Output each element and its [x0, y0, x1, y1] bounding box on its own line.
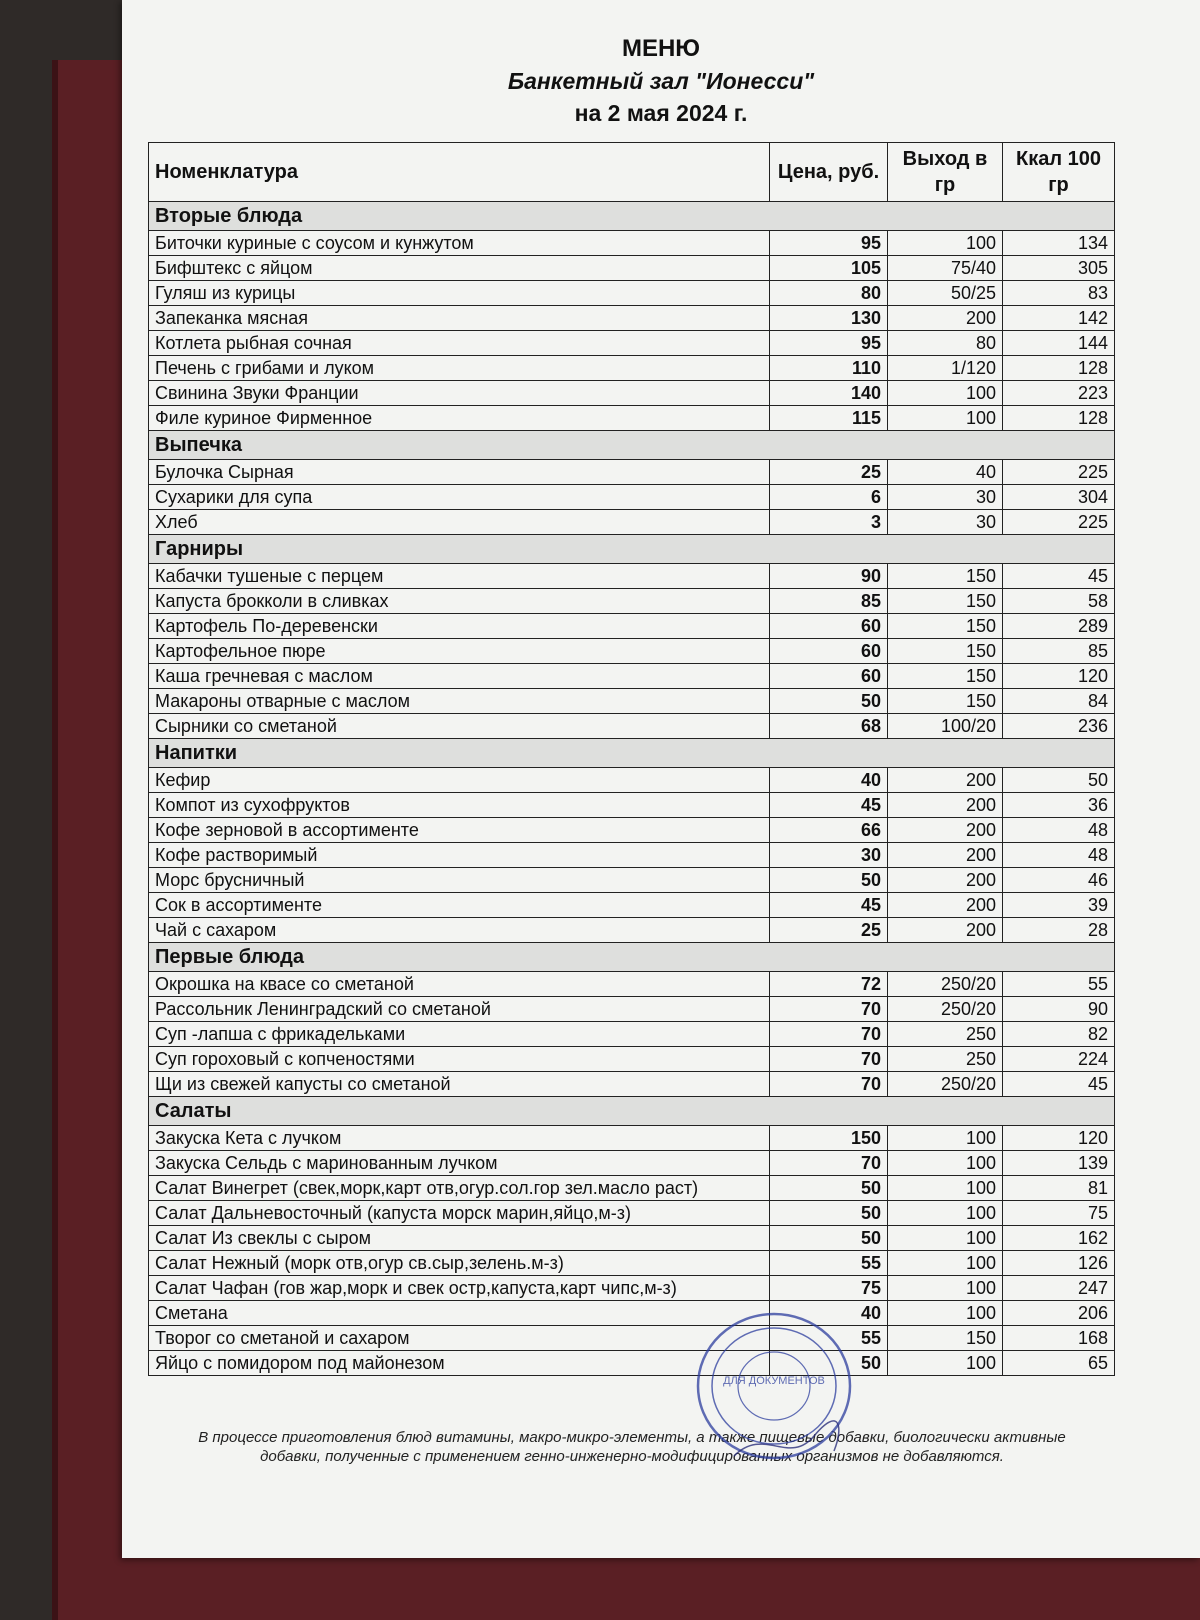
col-header-kcal: Ккал 100 гр — [1003, 143, 1115, 202]
item-name: Салат Винегрет (свек,морк,карт отв,огур.сол.гор зел.масло раст) — [149, 1176, 770, 1201]
item-kcal: 36 — [1003, 793, 1115, 818]
item-name: Салат Из свеклы с сыром — [149, 1226, 770, 1251]
menu-item-row — [149, 1151, 1115, 1176]
item-kcal: 65 — [1003, 1351, 1115, 1376]
item-weight: 200 — [888, 818, 1003, 843]
item-name: Филе куриное Фирменное — [149, 406, 770, 431]
item-name: Суп гороховый с копченостями — [149, 1047, 770, 1072]
item-price: 25 — [770, 918, 888, 943]
item-price: 50 — [770, 1201, 888, 1226]
item-weight: 200 — [888, 306, 1003, 331]
menu-item-row — [149, 1301, 1115, 1326]
item-price: 66 — [770, 818, 888, 843]
menu-item-row — [149, 460, 1115, 485]
item-weight: 100 — [888, 1126, 1003, 1151]
item-weight: 150 — [888, 689, 1003, 714]
category-title: Выпечка — [149, 431, 1115, 460]
item-price: 130 — [770, 306, 888, 331]
menu-table — [148, 142, 1115, 1376]
category-title: Салаты — [149, 1097, 1115, 1126]
table-header-row — [149, 143, 1115, 202]
stamp-text: ДЛЯ ДОКУМЕНТОВ — [723, 1375, 825, 1387]
item-price: 110 — [770, 356, 888, 381]
item-weight: 40 — [888, 460, 1003, 485]
item-kcal: 225 — [1003, 460, 1115, 485]
menu-item-row — [149, 1176, 1115, 1201]
menu-item-row — [149, 356, 1115, 381]
item-kcal: 304 — [1003, 485, 1115, 510]
menu-item-row — [149, 1022, 1115, 1047]
menu-item-row — [149, 306, 1115, 331]
item-weight: 100 — [888, 1226, 1003, 1251]
item-price: 70 — [770, 1047, 888, 1072]
item-price: 50 — [770, 1176, 888, 1201]
item-kcal: 48 — [1003, 843, 1115, 868]
menu-item-row — [149, 689, 1115, 714]
category-title: Напитки — [149, 739, 1115, 768]
item-name: Бифштекс с яйцом — [149, 256, 770, 281]
item-name: Картофель По-деревенски — [149, 614, 770, 639]
category-row — [149, 535, 1115, 564]
menu-item-row — [149, 997, 1115, 1022]
menu-item-row — [149, 714, 1115, 739]
item-name: Макароны отварные с маслом — [149, 689, 770, 714]
item-price: 68 — [770, 714, 888, 739]
item-name: Суп -лапша с фрикадельками — [149, 1022, 770, 1047]
item-price: 6 — [770, 485, 888, 510]
item-kcal: 206 — [1003, 1301, 1115, 1326]
item-name: Каша гречневая с маслом — [149, 664, 770, 689]
item-name: Закуска Сельдь с маринованным лучком — [149, 1151, 770, 1176]
menu-item-row — [149, 1351, 1115, 1376]
item-price: 70 — [770, 1151, 888, 1176]
item-name: Гуляш из курицы — [149, 281, 770, 306]
item-weight: 100 — [888, 381, 1003, 406]
item-weight: 100 — [888, 1251, 1003, 1276]
item-weight: 100 — [888, 1301, 1003, 1326]
menu-item-row — [149, 1326, 1115, 1351]
item-price: 105 — [770, 256, 888, 281]
item-kcal: 84 — [1003, 689, 1115, 714]
item-weight: 250/20 — [888, 972, 1003, 997]
item-price: 40 — [770, 1301, 888, 1326]
item-price: 85 — [770, 589, 888, 614]
item-price: 95 — [770, 331, 888, 356]
item-kcal: 225 — [1003, 510, 1115, 535]
item-kcal: 305 — [1003, 256, 1115, 281]
item-kcal: 28 — [1003, 918, 1115, 943]
category-row — [149, 1097, 1115, 1126]
item-kcal: 90 — [1003, 997, 1115, 1022]
item-weight: 150 — [888, 639, 1003, 664]
item-price: 115 — [770, 406, 888, 431]
item-kcal: 128 — [1003, 406, 1115, 431]
item-name: Чай с сахаром — [149, 918, 770, 943]
menu-item-row — [149, 1072, 1115, 1097]
item-kcal: 144 — [1003, 331, 1115, 356]
item-name: Морс брусничный — [149, 868, 770, 893]
item-price: 55 — [770, 1326, 888, 1351]
item-price: 70 — [770, 1022, 888, 1047]
col-header-price: Цена, руб. — [770, 143, 888, 202]
item-weight: 250/20 — [888, 997, 1003, 1022]
item-price: 72 — [770, 972, 888, 997]
venue-name: Банкетный зал "Ионесси" — [507, 68, 815, 94]
item-kcal: 168 — [1003, 1326, 1115, 1351]
item-weight: 100 — [888, 231, 1003, 256]
menu-item-row — [149, 1201, 1115, 1226]
item-kcal: 46 — [1003, 868, 1115, 893]
item-name: Капуста брокколи в сливках — [149, 589, 770, 614]
menu-item-row — [149, 1276, 1115, 1301]
item-name: Кофе растворимый — [149, 843, 770, 868]
item-kcal: 55 — [1003, 972, 1115, 997]
item-kcal: 289 — [1003, 614, 1115, 639]
item-kcal: 39 — [1003, 893, 1115, 918]
item-weight: 150 — [888, 564, 1003, 589]
item-name: Творог со сметаной и сахаром — [149, 1326, 770, 1351]
item-weight: 250 — [888, 1047, 1003, 1072]
item-weight: 150 — [888, 664, 1003, 689]
menu-item-row — [149, 381, 1115, 406]
menu-item-row — [149, 768, 1115, 793]
menu-date: на 2 мая 2024 г. — [574, 100, 748, 126]
item-name: Салат Дальневосточный (капуста морск марин,яйцо,м-з) — [149, 1201, 770, 1226]
item-weight: 80 — [888, 331, 1003, 356]
item-price: 50 — [770, 868, 888, 893]
item-name: Салат Чафан (гов жар,морк и свек остр,капуста,карт чипс,м-з) — [149, 1276, 770, 1301]
item-kcal: 247 — [1003, 1276, 1115, 1301]
category-title: Вторые блюда — [149, 202, 1115, 231]
menu-item-row — [149, 1126, 1115, 1151]
item-weight: 200 — [888, 893, 1003, 918]
menu-item-row — [149, 639, 1115, 664]
menu-item-row — [149, 256, 1115, 281]
item-price: 140 — [770, 381, 888, 406]
item-weight: 1/120 — [888, 356, 1003, 381]
category-row — [149, 739, 1115, 768]
category-row — [149, 943, 1115, 972]
menu-item-row — [149, 231, 1115, 256]
item-name: Хлеб — [149, 510, 770, 535]
menu-title: МЕНЮ — [621, 35, 701, 62]
item-price: 55 — [770, 1251, 888, 1276]
menu-item-row — [149, 1251, 1115, 1276]
item-price: 60 — [770, 664, 888, 689]
item-price: 150 — [770, 1126, 888, 1151]
item-name: Свинина Звуки Франции — [149, 381, 770, 406]
item-price: 70 — [770, 1072, 888, 1097]
item-weight: 100 — [888, 406, 1003, 431]
menu-item-row — [149, 893, 1115, 918]
item-kcal: 142 — [1003, 306, 1115, 331]
menu-item-row — [149, 868, 1115, 893]
item-kcal: 81 — [1003, 1176, 1115, 1201]
item-weight: 100 — [888, 1176, 1003, 1201]
item-name: Булочка Сырная — [149, 460, 770, 485]
col-header-weight: Выход в гр — [888, 143, 1003, 202]
item-price: 30 — [770, 843, 888, 868]
item-kcal: 162 — [1003, 1226, 1115, 1251]
item-weight: 100 — [888, 1351, 1003, 1376]
item-price: 75 — [770, 1276, 888, 1301]
item-price: 50 — [770, 1351, 888, 1376]
item-kcal: 120 — [1003, 1126, 1115, 1151]
item-weight: 200 — [888, 918, 1003, 943]
item-weight: 200 — [888, 768, 1003, 793]
item-kcal: 58 — [1003, 589, 1115, 614]
item-name: Рассольник Ленинградский со сметаной — [149, 997, 770, 1022]
item-name: Котлета рыбная сочная — [149, 331, 770, 356]
item-price: 95 — [770, 231, 888, 256]
item-price: 90 — [770, 564, 888, 589]
menu-table-body — [149, 202, 1115, 1376]
category-title: Первые блюда — [149, 943, 1115, 972]
item-weight: 250 — [888, 1022, 1003, 1047]
menu-item-row — [149, 793, 1115, 818]
menu-item-row — [149, 818, 1115, 843]
item-price: 45 — [770, 893, 888, 918]
item-name: Сметана — [149, 1301, 770, 1326]
item-name: Салат Нежный (морк отв,огур св.сыр,зелень.м-з) — [149, 1251, 770, 1276]
item-price: 3 — [770, 510, 888, 535]
menu-item-row — [149, 510, 1115, 535]
item-kcal: 50 — [1003, 768, 1115, 793]
item-price: 80 — [770, 281, 888, 306]
item-price: 40 — [770, 768, 888, 793]
item-kcal: 236 — [1003, 714, 1115, 739]
item-weight: 100 — [888, 1151, 1003, 1176]
item-weight: 200 — [888, 868, 1003, 893]
item-price: 70 — [770, 997, 888, 1022]
item-weight: 150 — [888, 1326, 1003, 1351]
menu-item-row — [149, 918, 1115, 943]
menu-item-row — [149, 406, 1115, 431]
menu-item-row — [149, 1226, 1115, 1251]
item-name: Биточки куриные с соусом и кунжутом — [149, 231, 770, 256]
menu-item-row — [149, 664, 1115, 689]
menu-item-row — [149, 281, 1115, 306]
item-name: Закуска Кета с лучком — [149, 1126, 770, 1151]
item-kcal: 126 — [1003, 1251, 1115, 1276]
item-kcal: 120 — [1003, 664, 1115, 689]
item-name: Щи из свежей капусты со сметаной — [149, 1072, 770, 1097]
menu-item-row — [149, 485, 1115, 510]
item-name: Кофе зерновой в ассортименте — [149, 818, 770, 843]
item-weight: 100 — [888, 1276, 1003, 1301]
item-kcal: 224 — [1003, 1047, 1115, 1072]
menu-item-row — [149, 1047, 1115, 1072]
item-name: Яйцо с помидором под майонезом — [149, 1351, 770, 1376]
menu-item-row — [149, 843, 1115, 868]
item-weight: 100 — [888, 1201, 1003, 1226]
menu-item-row — [149, 614, 1115, 639]
item-weight: 150 — [888, 614, 1003, 639]
item-name: Кабачки тушеные с перцем — [149, 564, 770, 589]
menu-item-row — [149, 972, 1115, 997]
item-name: Сырники со сметаной — [149, 714, 770, 739]
item-price: 25 — [770, 460, 888, 485]
item-kcal: 223 — [1003, 381, 1115, 406]
item-weight: 200 — [888, 843, 1003, 868]
item-weight: 250/20 — [888, 1072, 1003, 1097]
item-weight: 50/25 — [888, 281, 1003, 306]
item-weight: 30 — [888, 485, 1003, 510]
item-kcal: 45 — [1003, 564, 1115, 589]
item-name: Компот из сухофруктов — [149, 793, 770, 818]
item-kcal: 128 — [1003, 356, 1115, 381]
menu-item-row — [149, 331, 1115, 356]
item-name: Печень с грибами и луком — [149, 356, 770, 381]
item-kcal: 139 — [1003, 1151, 1115, 1176]
item-price: 50 — [770, 1226, 888, 1251]
category-title: Гарниры — [149, 535, 1115, 564]
col-header-name: Номенклатура — [149, 143, 770, 202]
item-weight: 150 — [888, 589, 1003, 614]
item-kcal: 45 — [1003, 1072, 1115, 1097]
item-weight: 200 — [888, 793, 1003, 818]
item-kcal: 83 — [1003, 281, 1115, 306]
item-name: Картофельное пюре — [149, 639, 770, 664]
item-weight: 100/20 — [888, 714, 1003, 739]
menu-item-row — [149, 589, 1115, 614]
item-kcal: 82 — [1003, 1022, 1115, 1047]
item-name: Кефир — [149, 768, 770, 793]
category-row — [149, 431, 1115, 460]
item-weight: 30 — [888, 510, 1003, 535]
menu-item-row — [149, 564, 1115, 589]
item-price: 45 — [770, 793, 888, 818]
item-name: Сок в ассортименте — [149, 893, 770, 918]
item-name: Окрошка на квасе со сметаной — [149, 972, 770, 997]
gmo-footnote: В процессе приготовления блюд витамины, макро-микро-элементы, а также пищевые добавки, биологически активные добавки, полученные с применением генно-инженерно-модифицированных организмов не добавляются. — [198, 1429, 1066, 1465]
menu-header — [122, 34, 1200, 128]
item-kcal: 75 — [1003, 1201, 1115, 1226]
item-kcal: 85 — [1003, 639, 1115, 664]
category-row — [149, 202, 1115, 231]
item-kcal: 134 — [1003, 231, 1115, 256]
item-kcal: 48 — [1003, 818, 1115, 843]
item-name: Запеканка мясная — [149, 306, 770, 331]
item-price: 60 — [770, 639, 888, 664]
item-price: 60 — [770, 614, 888, 639]
item-name: Сухарики для супа — [149, 485, 770, 510]
menu-sheet — [122, 0, 1200, 1558]
item-price: 50 — [770, 689, 888, 714]
item-weight: 75/40 — [888, 256, 1003, 281]
